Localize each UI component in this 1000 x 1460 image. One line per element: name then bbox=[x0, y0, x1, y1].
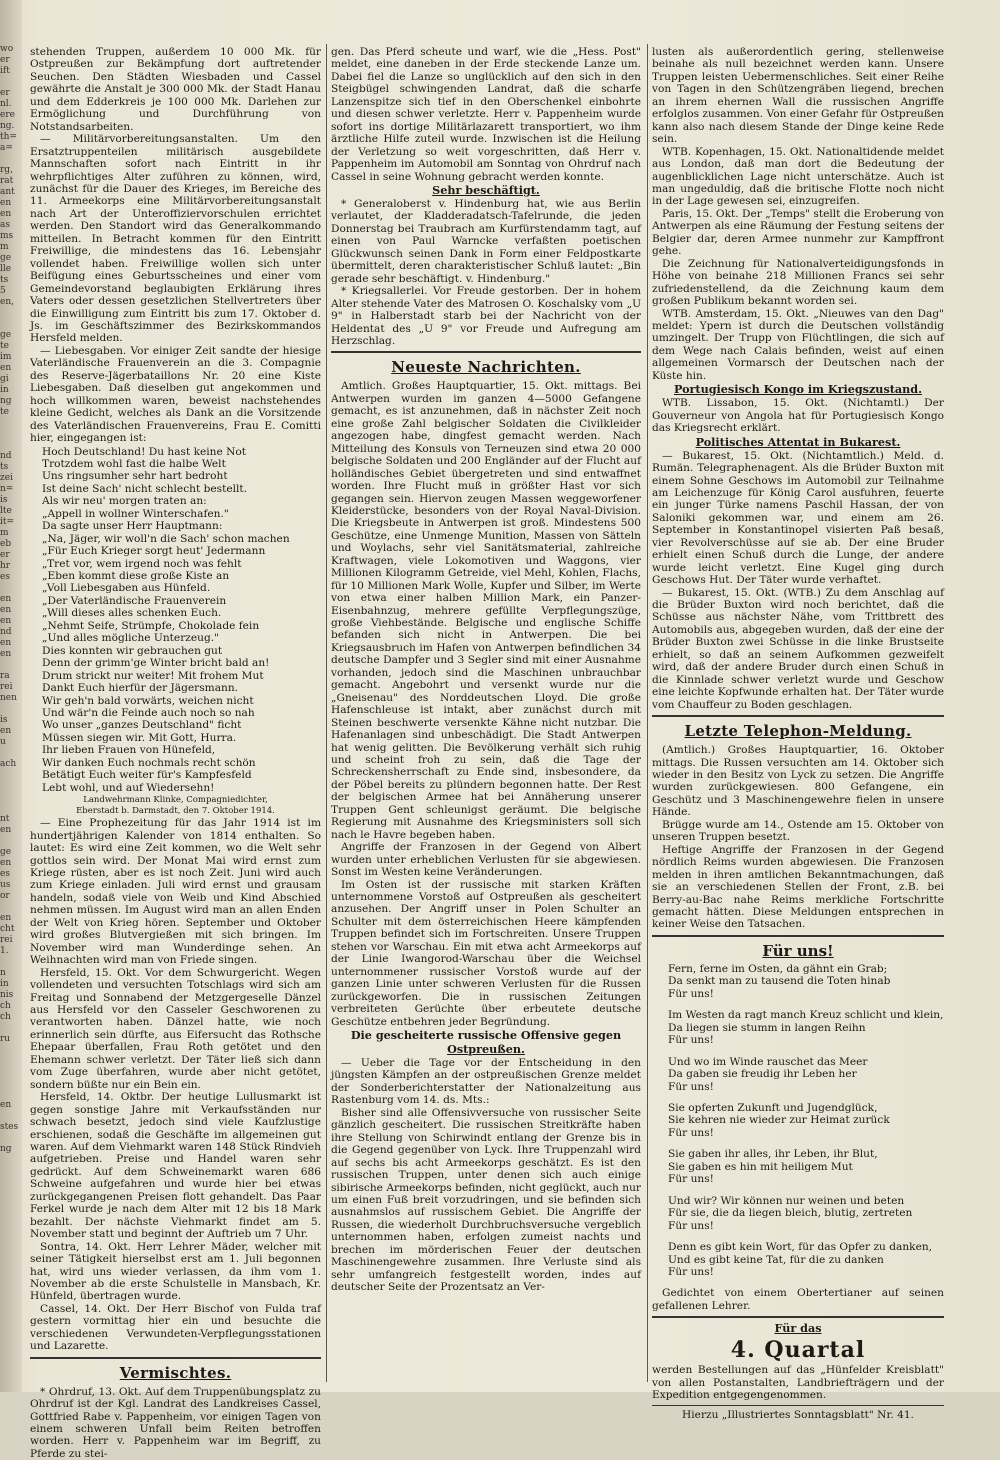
section-rule bbox=[652, 1405, 944, 1406]
fuer-uns-title: Für uns! bbox=[762, 941, 834, 960]
poem-signature: Landwehrmann Klinke, Compagniedichter, bbox=[83, 795, 268, 806]
offensive-paragraph: Bisher sind alle Offensivversuche von russischer Seite gänzlich gescheitert. Die russischen Streitkräfte haben ihre Stellung von Schirwindt entlang der Grenze bis in die Gegend gegenüber von Lyck. Ihre Truppenzahl wird auf sechs bis acht Armeekorps geschätzt. Es ist den russischen Truppen, unter denen sich auch einige sibirische Armeekorps befinden, nicht geglückt, auch nur um einen Fuß breit vorzudringen, und sie befinden sich ausnahmslos auf russischem Gebiet. Die Angriffe der Russen, die wiederholt Durchbruchsversuche vergeblich unternommen haben, erfolgen zumeist nachts und brechen im mörderischen Feuer der deutschen Maschinengewehre zusammen. Ihre Verluste sind als sehr umfangreich festgestellt worden, indes auf deutscher Seite der Prozentsatz an Ver- bbox=[331, 1106, 641, 1294]
column-1 bbox=[30, 46, 321, 1460]
section-rule bbox=[652, 935, 944, 937]
pappenheim-paragraph: gen. Das Pferd scheute und warf, wie die „Hess. Post" meldet, eine daneben in der Erde steckende Lanze um. Dabei fiel die Lanze so unglücklich auf den sich in den Steigbügel schwingenden Landrat, daß die scharfe Lanzenspitze sich tief in den Oberschenkel einbohrte und diesen schwer verletzte. Herr v. Pappenheim wurde sofort ins dortige Militärlazarett transportiert, wo ihm ärztliche Hilfe zuteil wurde. Inzwischen ist die Heilung der Verletzung so weit vorgeschritten, daß Herr v. Pappenheim im Automobil am Sonntag von Ohrdruf nach Cassel in seine Wohnung gebracht werden konnte. bbox=[331, 46, 641, 183]
kongo-heading: Portugiesisch Kongo im Kriegszustand. bbox=[673, 382, 923, 397]
poem-dateline: Eberstadt b. Darmstadt, den 7. Oktober 1914. bbox=[76, 806, 275, 817]
amsterdam-paragraph: WTB. Amsterdam, 15. Okt. „Nieuwes van den Dag" meldet: Ypern ist durch die Deutschen vollständig umzingelt. Der Trupp von Flüchtlingen, die sich auf dem Wege nach Calais befinden, weist auf einen allgemeinen Vormarsch der Deutschen nach der Küste hin. bbox=[652, 307, 944, 382]
prophecy-paragraph: — Eine Prophezeitung für das Jahr 1914 ist im hundertjährigen Kalender von 1814 enthalten. So lautet: Es wird eine Zeit kommen, wo die Welt sehr gottlos sein wird. Der Monat Mai wird ernst zum Kriege rüsten, aber es ist noch Zeit. Juni wird auch zum Kriege einladen. Juli wird ernst und grausam handeln, sodaß viele von Weib und Kind Abschied nehmen müssen. Im August wird man an allen Enden der Welt von Krieg hören. September und Oktober wird großes Blutvergießen mit sich bringen. Im November wird man Wunderdinge sehen. An Weihnachten wird man von Friede singen. bbox=[30, 817, 321, 967]
bukarest-paragraph-2: — Bukarest, 15. Okt. (WTB.) Zu dem Anschlag auf die Brüder Buxton wird noch berichtet, daß die Schüsse aus nächster Nähe, vom Trittbrett des Automobils aus, abgegeben wurden, daß der eine der Brüder Buxton zwei Schüsse in die linke Brustseite erhielt, so daß an seinem Aufkommen gezweifelt wird, daß der andere Bruder durch einen Schuß in die Kinnlade schwer verletzt wurde und Geschow eine leichte Kopfwunde erhalten hat. Der Täter wurde vom Chauffeur zu Boden geschlagen. bbox=[652, 586, 944, 711]
section-rule bbox=[652, 715, 944, 717]
kriegsallerlei-paragraph: * Kriegsallerlei. Vor Freude gestorben. Der in hohem Alter stehende Vater des Matrosen O. Koschalsky vom „U 9" in Halberstadt starb bei der Nachricht von der Heldentat des „U 9" vor Freude und Aufregung am Herzschlag. bbox=[331, 285, 641, 347]
hindenburg-paragraph: * Generaloberst v. Hindenburg hat, wie aus Berlin verlautet, der Kladderadatsch-Tafelrunde, die jeden Donnerstag bei Traubrach am Kurfürstendamm tagt, auf einen von Paul Warncke verfaßten poetischen Glückwunsch seinen Dank in Form einer Feldpostkarte übermittelt, deren charakteristischer Schluß lautet: „Bin gerade sehr beschäftigt. v. Hindenburg." bbox=[331, 197, 641, 285]
fuer-uns-poem: Fern, ferne im Osten, da gähnt ein Grab; Da senkt man zu tausend die Toten hinab Für uns! Im Westen da ragt manch Kreuz schlicht und klein, Da liegen sie stumm in langen Reihn Für uns! Und wo im Winde rauschet das Meer Da gaben sie freudig ihr Leben her Für uns! Sie opferten Zukunft und Jugendglück, Sie kehren nie wieder zur Heimat zurück Für uns! Sie gaben ihr alles, ihr Leben, ihr Blut, Sie gaben es hin mit heiligem Mut Für uns! Und wir? Wir können nur weinen und beten Für sie, die da liegen bleich, blutig, zertreten Für uns! Denn es gibt kein Wort, für das Opfer zu danken, Und es gibt keine Tat, für die zu danken Für uns! bbox=[668, 962, 944, 1278]
neueste-nachrichten-heading: Neueste Nachrichten. bbox=[391, 358, 581, 377]
sontra-paragraph: Sontra, 14. Okt. Herr Lehrer Mäder, welcher mit seiner Tätigkeit hierselbst erst am 1. Juli begonnen hat, wird uns wieder verlassen, da ihm vom 1. November ab die erste Schulstelle in Mansbach, Kr. Hünfeld, übertragen wurde. bbox=[30, 1240, 321, 1303]
funding-paragraph: stehenden Truppen, außerdem 10 000 Mk. für Ostpreußen zur Bekämpfung dort auftretender Seuchen. Den Städten Wiesbaden und Cassel gewährte die Anstalt je 300 000 Mk. der Stadt Hanau und dem Edderkreis je 100 000 Mk. Darlehen zur Ermöglichung und Durchführung von Notstandsarbeiten. bbox=[30, 46, 321, 133]
cassel-paragraph: Cassel, 14. Okt. Der Herr Bischof von Fulda traf gestern vormittag hier ein und besuchte die verschiedenen Verwundeten-Verpflegungsstationen und Lazarette. bbox=[30, 1302, 321, 1353]
telephon-paragraph-1: (Amtlich.) Großes Hauptquartier, 16. Oktober mittags. Die Russen versuchten am 14. Oktober sich wieder in den Besitz von Lyck zu setzen. Die Angriffe wurden zurückgewiesen. 800 Gefangene, ein Geschütz und 3 Maschinengewehre fielen in unsere Hände. bbox=[652, 744, 944, 819]
liebesgaben-paragraph: — Liebesgaben. Vor einiger Zeit sandte der hiesige Vaterländische Frauenverein an die 3. Compagnie des Reserve-Jägerbataillons Nr. 20 eine Kiste Liebesgaben. Daß dieselben gut angekommen und hoch willkommen waren, beweist nachstehendes kleine Gedicht, welches als Dank an die Vorsitzende des Vaterländischen Frauenvereins, Frau E. Comitti hier, eingegangen ist: bbox=[30, 344, 321, 445]
offensive-heading: Die gescheiterte russische Offensive gegen bbox=[350, 1027, 622, 1042]
bukarest-paragraph-1: — Bukarest, 15. Okt. (Nichtamtlich.) Meld. d. Rumän. Telegraphenagent. Als die Brüder Buxton mit einem Sohne Geschows im Automobil zur Teilnahme am Leichenzuge für König Carol ausfuhren, feuerte ein junger Türke namens Paschil Hassan, der von Saloniki gekommen war, und einem am 26. September in Konstantinopel visierten Paß besaß, vier Revolverschüsse auf sie ab. Der eine Bruder erhielt einen Schuß durch die Lunge, der andere wurde leicht verletzt. Eine Kugel ging durch Geschows Hut. Der Täter wurde verhaftet. bbox=[652, 449, 944, 587]
sehr-beschaeftigt-heading: Sehr beschäftigt. bbox=[432, 182, 540, 197]
militaervorbereitung-paragraph: — Militärvorbereitungsanstalten. Um den Ersatztruppenteilen militärisch ausgebildete Mannschaften sofort nach Eintritt in ihr wehrpflichtiges Alter zuführen zu können, wird, zunächst für die Dauer des Krieges, im Bereiche des 11. Armeekorps eine Militärvorbereitungsanstalt nach Art der Unteroffiziervorschulen errichtet werden. Den Standort wird das Generalkommando mitteilen. In Betracht kommen für den Eintritt Freiwillige, die mindestens das 16. Lebensjahr vollendet haben. Freiwillige wollen sich unter Beifügung eines Geburtsscheines und einer vom Gemeindevorstand beglaubigten Erklärung ihres Vaters oder dessen gesetzlichen Stellvertreters über die Einwilligung zum Eintritt bis zum 17. Oktober d. Js. im Geschäftszimmer des Bezirkskommandos Hersfeld melden. bbox=[30, 133, 321, 345]
paris-paragraph: Paris, 15. Okt. Der „Temps" stellt die Eroberung von Antwerpen als eine Räumung der Festung seitens der Belgier dar, deren Armee nunmehr zur Kampffront gehe. bbox=[652, 207, 944, 258]
column-3 bbox=[652, 46, 944, 1421]
verluste-paragraph: lusten als außerordentlich gering, stellenweise beinahe als null bezeichnet werden kann. Unsere Truppen leisten Uebermenschliches. Seit einer Reihe von Tagen in den Schützengräben liegend, brechen an ihrem ehernen Wall die russischen Angriffe erfolglos zusammen. Von einer Gefahr für Ostpreußen kann also nach diesem Stande der Dinge keine Rede sein. bbox=[652, 46, 944, 146]
zeichnung-paragraph: Die Zeichnung für Nationalverteidigungsfonds in Höhe von beinahe 218 Millionen Francs sei sehr zufriedenstellend, da die Zeichnung kaum dem großen Publikum bekannt worden sei. bbox=[652, 257, 944, 308]
hersfeld-market-paragraph: Hersfeld, 14. Oktbr. Der heutige Lullusmarkt ist gegen sonstige Jahre mit Verkaufsständen nur schwach besetzt, jedoch sind viele Kaufzlustige erschienen, sodaß die Geschäfte im allgemeinen gut waren. Auf dem Viehmarkt waren 148 Stück Rindvieh aufgetrieben. Preise und Handel waren sehr gedrückt. Auf dem Schweinemarkt waren 686 Schweine aufgefahren und wurde hier bei etwas zurückgegangenen Preisen flott gehandelt. Das Paar Ferkel wurde je nach dem Alter mit 12 bis 18 Mark bezahlt. Der nächste Viehmarkt findet am 5. November statt und beginnt der Auftrieb um 7 Uhr. bbox=[30, 1091, 321, 1241]
quartal-title: 4. Quartal bbox=[730, 1337, 866, 1364]
osten-paragraph: Im Osten ist der russische mit starken Kräften unternommene Vorstoß auf Ostpreußen als gescheitert anzusehen. Der Angriff unser in Polen Schulter an Schulter mit dem österreichischen Heere kämpfenden Truppen befindet sich im Fortschreiten. Unsere Truppen stehen vor Warschau. Ein mit etwa acht Armeekorps auf der Linie Iwangorod-Warschau über die Weichsel unternommener russischer Vorstoß wurde auf der ganzen Linie unter schweren Verlusten für die Russen zurückgeworfen. Die in russischen Zeitungen verbreiteten Gerüchte über erbeutete deutsche Geschütze entbehren jeder Begründung. bbox=[331, 878, 641, 1028]
column-2 bbox=[331, 46, 641, 1386]
column-divider-2 bbox=[647, 44, 648, 1382]
quartal-ad bbox=[652, 1322, 944, 1364]
vermischtes-heading: Vermischtes. bbox=[119, 1363, 232, 1382]
rastenburg-paragraph: — Ueber die Tage vor der Entscheidung in den jüngsten Kämpfen an der ostpreußischen Grenze meldet der Sonderberichterstatter der Nationalzeitung aus Rastenburg vom 14. ds. Mts.: bbox=[331, 1056, 641, 1107]
albert-paragraph: Angriffe der Franzosen in der Gegend von Albert wurden unter erheblichen Verlusten für sie abgewiesen. Sonst im Westen keine Veränderungen. bbox=[331, 841, 641, 879]
soldier-poem: Hoch Deutschland! Du hast keine Not Trotzdem wohl fast die halbe Welt Uns ringsumher sehr hart bedroht Ist deine Sach' nicht schlecht bestellt. Als wir neu' morgen traten an: „Appell in wollner Winterschafen." Da sagte unser Herr Hauptmann: „Na, Jäger, wir woll'n die Sach' schon machen „Für Euch Krieger sorgt heut' Jedermann „Tret vor, wem irgend noch was fehlt „Eben kommt diese große Kiste an „Voll Liebesgaben aus Hünfeld. „Der Vaterländische Frauenverein „Will dieses alles schenken Euch. „Nehmt Seife, Strümpfe, Chokolade fein „Und alles mögliche Unterzeug." Dies konnten wir gebrauchen gut Denn der grimm'ge Winter bricht bald an! Drum strickt nur weiter! Mit frohem Mut Dankt Euch hierfür der Jägersmann. Wir geh'n bald vorwärts, weichen nicht Und wär'n die Feinde auch noch so nah Wo unser „ganzes Deutschland" ficht Müssen siegen wir. Mit Gott, Hurra. Ihr lieben Frauen von Hünefeld, Wir danken Euch nochmals recht schön Betätigt Euch weiter für's Kampfesfeld Lebt wohl, und auf Wiedersehn! bbox=[42, 445, 290, 794]
column-divider-1 bbox=[326, 44, 327, 1382]
telephon-heading: Letzte Telephon-Meldung. bbox=[684, 722, 912, 741]
hauptquartier-report: Amtlich. Großes Hauptquartier, 15. Okt. mittags. Bei Antwerpen wurden im ganzen 4—5000 Gefangene gemacht, es ist anzunehmen, daß in nächster Zeit noch eine große Zahl belgischer Soldaten die Civilkleider angezogen habe, dingfest gemacht werden. Nach Mitteilung des Konsuls von Terneuzen sind etwa 20 000 belgische Soldaten und 200 Engländer auf der Flucht auf holländisches Gebiet übergetreten und sind entwaffnet worden. Ihre Flucht muß in größter Hast vor sich gegangen sein. Hiervon zeugen Massen weggeworfener Kleiderstücke, besonders von der Royal Naval-Division. Die Kriegsbeute in Antwerpen ist groß. Mindestens 500 Geschütze, eine Unmenge Munition, Massen von Sätteln und Woylachs, sehr viel Sanitätsmaterial, zahlreiche Kraftwagen, viele Lokomotiven und Waggons, vier Millionen Kilogramm Getreide, viel Mehl, Kohlen, Flachs, für 10 Millionen Mark Wolle, Kupfer und Silber, im Werte von etwa einer halben Million Mark, ein Panzer-Eisenbahnzug, mehrere gefüllte Verpflegungszüge, große Viehbestände. Belgische und englische Schiffe befanden sich nicht in Antwerpen. Die bei Kriegsausbruch im Hafen von Antwerpen befindlichen 34 deutsche Dampfer und 3 Segler sind mit einer Ausnahme vorhanden, jedoch sind die Maschinen unbrauchbar gemacht. Angebohrt und versenkt wurde nur die „Gneisenau" des Norddeutschen Lloyd. Die große Hafenschleuse ist intakt, aber zunächst durch mit Steinen beschwerte versenkte Kähne nicht nutzbar. Die Hafenanlagen sind unbeschädigt. Die Stadt Antwerpen hat wenig gelitten. Die Bevölkerung verhält sich ruhig und scheint froh zu sein, daß die Tage der Schreckensherrschaft zu Ende sind, insbesondere, da der Pöbel bereits zu plündern begonnen hatte. Der Rest der belgischen Armee hat bei Annäherung unserer Truppen Gent schleunigst geräumt. Die belgische Regierung mit Ausnahme des Kriegsministers soll sich nach le Havre begeben haben. bbox=[331, 380, 641, 841]
telephon-paragraph-3: Heftige Angriffe der Franzosen in der Gegend nördlich Reims wurden abgewiesen. Die Franzosen melden in ihren amtlichen Bekanntmachungen, daß sie an verschiedenen Stellen der Front, z.B. bei Berry-au-Bac nahe Reims merkliche Fortschritte gemacht hätten. Diese Meldungen entsprechen in keiner Weise den Tatsachen. bbox=[652, 843, 944, 931]
left-edge-fragments: wo er ift er nl. ere ng. th= a= rg, rat ant en en as ms m ge lle ts 5 en, ge te im en gi in ng te nd ts zei n= is lte it= m eb er hr es en en en nd en en ra rei nen is en u ach nt en ge en es us or en cht rei 1. n in nis ch ch ru en stes ng bbox=[0, 44, 19, 1154]
section-rule bbox=[30, 1357, 321, 1359]
section-rule bbox=[331, 351, 641, 353]
fuer-uns-footer: Gedichtet von einem Obertertianer auf seinen gefallenen Lehrer. bbox=[652, 1287, 944, 1312]
attentat-heading: Politisches Attentat in Bukarest. bbox=[695, 434, 901, 449]
telephon-paragraph-2: Brügge wurde am 14., Ostende am 15. Oktober von unseren Truppen besetzt. bbox=[652, 818, 944, 844]
quartal-for: Für das bbox=[774, 1321, 822, 1336]
offensive-heading-2: Ostpreußen. bbox=[447, 1041, 525, 1056]
lissabon-paragraph: WTB. Lissabon, 15. Okt. (Nichtamtl.) Der Gouverneur von Angola hat für Portugiesisch Kongo das Kriegsrecht erklärt. bbox=[652, 397, 944, 435]
kopenhagen-paragraph: WTB. Kopenhagen, 15. Okt. Nationaltidende meldet aus London, daß man dort die Bedeutung der augenblicklichen Lage nicht unterschätze. Auch ist man ungeduldig, daß die britische Flotte noch nicht in der Lage gewesen sei, einzugreifen. bbox=[652, 145, 944, 208]
beilage-note: Hierzu „Illustriertes Sonntagsblatt" Nr. 41. bbox=[682, 1408, 914, 1421]
ohrdruf-paragraph: * Ohrdruf, 13. Okt. Auf dem Truppenübungsplatz zu Ohrdruf ist der Kgl. Landrat des Landkreises Cassel, Gottfried Rabe v. Pappenheim, vor einigen Tagen von einem schweren Unfall beim Reiten betroffen worden. Herr v. Pappenheim war im Begriff, zu Pferde zu stei- bbox=[30, 1385, 321, 1460]
quartal-text: werden Bestellungen auf das „Hünfelder Kreisblatt" von allen Postanstalten, Landbriefträgern und der Expedition entgegengenommen. bbox=[652, 1364, 944, 1402]
hersfeld-court-paragraph: Hersfeld, 15. Okt. Vor dem Schwurgericht. Wegen vollendeten und versuchten Totschlags wird sich am Freitag und Sonnabend der Metzgergeselle Dänzel aus Hersfeld vor den Casseler Geschworenen zu verantworten haben. Dänzel hatte, wie noch erinnerlich sein dürfte, aus Eifersucht das Rothsche Ehepaar überfallen, Frau Roth getötet und den Ehemann schwer verletzt. Der Täter ließ sich dann vom Zuge überfahren, wurde aber nicht getötet, sondern büßte nur ein Bein ein. bbox=[30, 966, 321, 1091]
section-rule bbox=[652, 1316, 944, 1318]
